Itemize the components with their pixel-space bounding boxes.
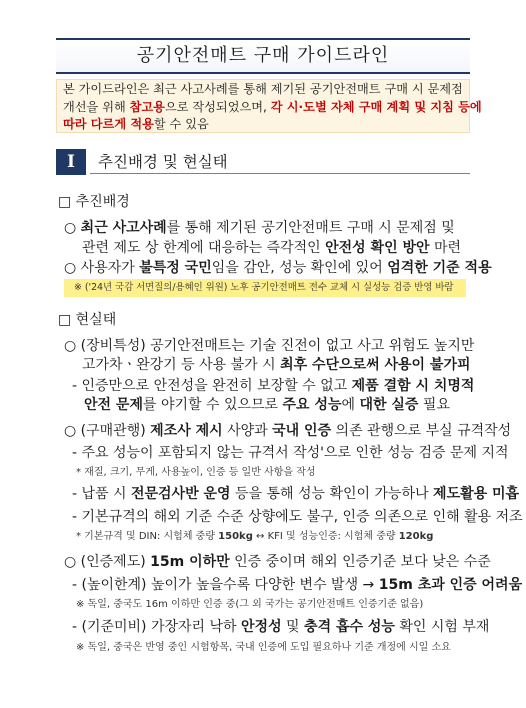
status-purchase-line: ○ (구매관행) 제조사 제시 사양과 국내 인증 의존 관행으로 부실 규격작성 xyxy=(64,423,512,439)
status-equipment-line-1: ○ (장비특성) 공기안전매트는 기술 진전이 없고 사고 위험도 높지만 xyxy=(64,338,475,354)
section-title: 추진배경 및 현실태 xyxy=(98,153,228,171)
status-certification-note-2: ※ 독일, 중국은 반영 중인 시험항목, 국내 인증에 도입 필요하나 기준 개정에 시일 소요 xyxy=(76,642,451,653)
notice-line-2 xyxy=(63,99,482,117)
status-certification-line: ○ (인증제도) 15m 이하만 인증 중이며 해외 인증기준 보다 낮은 수준 xyxy=(64,554,491,570)
bg-item-1-line-1: ○ 최근 사고사례를 통해 제기된 공기안전매트 구매 시 문제점 및 xyxy=(64,220,455,236)
page-title: 공기안전매트 구매 가이드라인 xyxy=(136,45,390,66)
notice-box xyxy=(56,79,482,133)
notice-emphasis: 각 시·도별 자체 구매 계획 및 지침 등에 xyxy=(270,99,482,114)
status-equipment-sub-line-2: 안전 문제를 야기할 수 있으므로 주요 성능에 대한 실증 필요 xyxy=(84,397,450,413)
status-purchase-note-1: * 재질, 크기, 무게, 사용높이, 인증 등 일반 사항을 작성 xyxy=(76,467,316,478)
notice-line-1 xyxy=(63,81,463,99)
bg-item-2: ○ 사용자가 불특정 국민임을 감안, 성능 확인에 있어 엄격한 기준 적용 xyxy=(64,260,492,276)
bg-item-1-line-2: 관련 제도 상 한계에 대응하는 즉각적인 안전성 확인 방안 마련 xyxy=(82,240,462,256)
notice-text: 개선을 위해 xyxy=(63,99,130,114)
status-purchase-sub-1: - 주요 성능이 포함되지 않는 규격서 작성'으로 인한 성능 검증 문제 지적 xyxy=(72,445,509,461)
notice-emphasis: 따라 다르게 적용 xyxy=(63,117,154,131)
status-equipment-line-2: 고가차ㆍ완강기 등 사용 불가 시 최후 수단으로써 사용이 불가피 xyxy=(82,357,471,373)
notice-emphasis: 참고용 xyxy=(129,99,165,114)
section-heading xyxy=(56,149,470,175)
notice-text: 으로 작성되었으며, xyxy=(164,99,271,114)
status-certification-sub-2: - (기준미비) 가장자리 낙하 안정성 및 충격 흡수 성능 확인 시험 부재 xyxy=(72,619,490,635)
notice-line-3 xyxy=(63,116,463,134)
title-box xyxy=(56,38,470,74)
status-purchase-note-2: * 기본규격 및 DIN: 시험체 중량 150kg ↔ KFI 및 성능인증: 시험체 중량 120kg xyxy=(76,531,434,542)
section-underline xyxy=(90,173,470,174)
section-number: Ⅰ xyxy=(56,149,86,175)
subsection-background-heading: □ 추진배경 xyxy=(58,194,130,210)
notice-text: 할 수 있음 xyxy=(153,117,209,131)
subsection-status-heading: □ 현실태 xyxy=(58,312,117,328)
status-purchase-sub-3: - 기본규격의 해외 기준 수준 상향에도 불구, 인증 의존으로 인해 활용 저조 xyxy=(72,509,523,525)
status-purchase-sub-2: - 납품 시 전문검사반 운영 등을 통해 성능 확인이 가능하나 제도활용 미흡 xyxy=(72,486,520,502)
status-equipment-sub-line-1: - 인증만으로 안전성을 완전히 보장할 수 없고 제품 결함 시 치명적 xyxy=(72,378,475,394)
bg-note: ※ ('24년 국감 서면질의/용혜인 위원) 노후 공기안전매트 전수 교체 시 실성능 검증 반영 바람 xyxy=(74,282,454,293)
status-certification-sub-1: - (높이한계) 높이가 높을수록 다양한 변수 발생 → 15m 초과 인증 어려움 xyxy=(72,577,523,593)
status-certification-note-1: ※ 독일, 중국도 16m 이하만 인증 중(그 외 국가는 공기안전매트 인증기준 없음) xyxy=(76,599,424,610)
notice-text: 본 가이드라인은 최근 사고사례를 통해 제기된 공기안전매트 구매 시 문제점 xyxy=(63,82,463,96)
